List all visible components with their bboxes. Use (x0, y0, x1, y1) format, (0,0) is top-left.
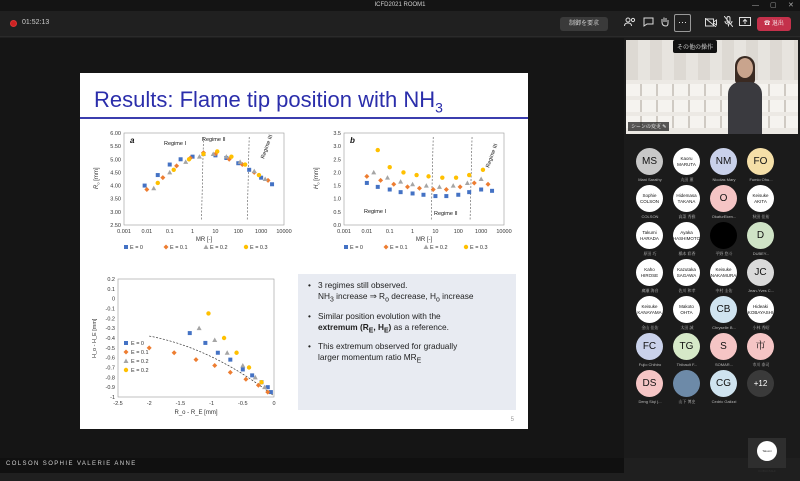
y-tick-label: 3.50 (110, 196, 121, 203)
x-tick-label: 1 (191, 229, 195, 235)
more-tooltip: その他の操作 (673, 40, 717, 53)
data-point (371, 170, 376, 175)
x-tick-label: 0.1 (385, 229, 394, 235)
bullet-2-tail: as a reference. (391, 321, 449, 332)
data-point (252, 169, 257, 174)
data-point (391, 182, 396, 187)
data-point (490, 189, 494, 193)
participant-avatar[interactable]: NM (710, 148, 737, 175)
data-point (263, 177, 268, 182)
data-point (179, 157, 183, 161)
data-point (194, 357, 199, 362)
self-video-tile[interactable] (748, 438, 786, 473)
y-tick-label: -1 (110, 395, 115, 401)
bullet-3 (306, 341, 510, 367)
mic-icon[interactable] (720, 16, 736, 32)
participant-name: DUBEY... (752, 251, 770, 256)
data-point (479, 188, 483, 192)
data-point (378, 178, 383, 183)
data-point (405, 184, 410, 189)
data-point (385, 175, 390, 180)
participant-avatar[interactable]: DS (636, 370, 663, 397)
legend-label: E = 0.1 (131, 350, 149, 356)
data-point (414, 173, 418, 177)
participant-name: 中村 圭佑 (715, 288, 733, 293)
data-point (156, 173, 160, 177)
legend-marker (384, 245, 389, 250)
participant-avatar[interactable]: D (747, 222, 774, 249)
slide-number: 5 (510, 417, 514, 423)
participant-avatar[interactable]: Kazutaka SAGAWA (673, 259, 700, 286)
data-point (247, 365, 251, 369)
participant-avatar[interactable]: Takumi HARADA (636, 222, 663, 249)
data-point (399, 190, 403, 194)
x-axis-label: MR [-] (195, 237, 213, 243)
bullet-1-tail: increase (439, 291, 474, 301)
title-rule (80, 117, 528, 119)
trend-curve (149, 336, 273, 395)
regime-label: Regime III (260, 134, 275, 160)
slide-title (94, 87, 443, 115)
y-axis-label: $R_o$ [mm] (94, 167, 101, 189)
data-point (444, 194, 448, 198)
data-point (243, 162, 247, 166)
data-point (458, 184, 463, 189)
participant-name: OkafurEken... (711, 214, 737, 219)
chart-a (90, 123, 295, 263)
data-point (410, 182, 415, 187)
participant-name: Fumio Ohu... (749, 177, 773, 182)
window-title: ICFD2021 ROOM1 (374, 2, 426, 8)
data-point (188, 331, 192, 335)
data-point (167, 170, 172, 175)
data-point (216, 351, 220, 355)
y-tick-label: 0.2 (107, 277, 115, 283)
bullet-1-sub: 3 (329, 296, 334, 304)
data-point (417, 186, 422, 191)
legend-marker (344, 245, 348, 249)
data-point (472, 180, 477, 185)
y-tick-label: -0.7 (105, 365, 115, 372)
y-tick-label: -0.6 (105, 355, 115, 362)
data-point (156, 181, 160, 185)
x-tick-label: 0.01 (141, 229, 153, 235)
y-tick-label: -0.9 (105, 385, 115, 392)
x-axis-label: R_o - R_E [mm] (174, 410, 218, 416)
leave-button[interactable] (757, 17, 791, 31)
data-point (433, 194, 437, 198)
data-point (228, 370, 233, 375)
chair-row (626, 84, 798, 96)
minimize-button[interactable]: — (752, 2, 759, 9)
y-tick-label: 6.00 (110, 131, 121, 137)
legend-label: E = 0.2 (131, 359, 149, 365)
phone-icon: ☎ (764, 21, 772, 27)
y-tick-label: 2.50 (110, 223, 121, 229)
data-point (240, 363, 245, 368)
legend-label: E = 0.3 (470, 245, 488, 251)
data-point (364, 174, 369, 179)
chart-c (90, 271, 290, 421)
y-tick-label: 2.0 (333, 170, 341, 177)
more-button[interactable]: ··· (674, 14, 691, 32)
title-bar (0, 0, 800, 11)
hand-icon[interactable] (657, 16, 673, 32)
data-point (168, 163, 172, 167)
legend-label: E = 0 (131, 341, 144, 347)
plot-frame (118, 279, 274, 397)
head (737, 58, 753, 78)
participant-name: COLSON (641, 214, 659, 219)
x-tick-label: 100 (453, 229, 463, 235)
legend-label: E = 0 (350, 245, 363, 251)
participant-name: 原田 巧 (643, 251, 657, 256)
regime-divider (247, 137, 249, 221)
bullet-2-line1: Similar position evolution with the (318, 310, 441, 321)
data-point (206, 311, 210, 315)
data-point (172, 350, 177, 355)
data-point (479, 177, 484, 182)
x-tick-label: 10 (212, 229, 219, 235)
y-axis-label: $H_o$ [mm] (314, 167, 321, 189)
legend-marker (124, 245, 128, 249)
panel-label: a (130, 136, 135, 145)
participant-avatar[interactable] (710, 222, 737, 249)
data-point (247, 168, 251, 172)
legend-marker (464, 245, 468, 249)
participant-avatar[interactable]: MS (636, 148, 663, 175)
data-point (467, 173, 471, 177)
participant-avatar[interactable]: Kaho HIROSE (636, 259, 663, 286)
data-point (225, 350, 230, 355)
y-tick-label: 0.1 (107, 286, 115, 293)
data-point (250, 373, 254, 377)
legend-label: E = 0.1 (170, 245, 188, 251)
panel-label: b (350, 136, 355, 145)
x-tick-label: 1000 (475, 229, 488, 235)
x-tick-label: 0.001 (337, 229, 351, 235)
bullet-1-line1: 3 regimes still observed. (318, 280, 408, 290)
participant-name: 廣瀬 海音 (641, 288, 659, 293)
legend-label: E = 0.1 (390, 245, 408, 251)
x-tick-label: -0.5 (238, 401, 248, 407)
slide-title-sub: 3 (435, 99, 443, 116)
bullet-3-line1: This extremum observed for gradually (318, 341, 458, 352)
participant-name: Mani Sarathy (638, 177, 662, 182)
x-tick-label: 10 (432, 229, 439, 235)
close-button[interactable]: ✕ (788, 2, 794, 9)
x-tick-label: 10000 (496, 229, 512, 235)
share-icon[interactable] (737, 16, 753, 32)
y-tick-label: 0.5 (333, 209, 341, 216)
participant-name: 秋田 佳祐 (752, 214, 770, 219)
participant-avatar[interactable]: Hideaki KOBAYASHI (747, 296, 774, 323)
participant-avatar[interactable]: FO (747, 148, 774, 175)
data-point (421, 193, 425, 197)
bullet-1-rsub: o (385, 296, 389, 304)
regime-label: Regime I (364, 209, 387, 215)
data-point (486, 182, 491, 187)
x-tick-label: 0.001 (117, 229, 131, 235)
x-tick-label: 0.01 (361, 229, 373, 235)
meeting-timer: 01:52:13 (22, 19, 50, 26)
participant-name: Fujio Chihiro (638, 362, 662, 367)
participant-avatar[interactable]: Sophie COLSON (636, 185, 663, 212)
data-point (451, 183, 456, 188)
data-point (437, 184, 442, 189)
x-tick-label: -2.5 (113, 401, 123, 407)
data-point (201, 152, 205, 156)
participant-name: 高菜 秀雅 (678, 214, 696, 219)
caption-bar (0, 458, 624, 473)
participant-avatar[interactable]: Ayaka HASHIMOTO (673, 222, 700, 249)
legend-label: E = 0.2 (131, 368, 149, 374)
y-tick-label: -0.1 (105, 306, 115, 313)
data-point (197, 326, 202, 331)
legend-marker (424, 245, 429, 250)
legend-marker (204, 245, 209, 250)
participant-avatar[interactable]: CB (710, 296, 737, 323)
data-point (243, 377, 248, 382)
data-point (465, 180, 470, 185)
data-point (440, 175, 444, 179)
participant-avatar[interactable]: TG (673, 333, 700, 360)
participant-name: Nicolas Mary (712, 177, 736, 182)
participant-name: Cedric Galizzi (711, 399, 737, 404)
participant-avatar[interactable]: 市 (747, 333, 774, 360)
participant-avatar[interactable]: Keisuke KANAYAMA (636, 296, 663, 323)
bullet-2-he: , H (373, 321, 384, 332)
data-point (411, 191, 415, 195)
recording-icon (10, 20, 17, 27)
legend-label: E = 0.3 (250, 245, 268, 251)
shared-screen (0, 38, 624, 458)
participant-name: 橋本 彩香 (678, 251, 696, 256)
people-icon[interactable] (622, 16, 638, 32)
data-point (215, 149, 219, 153)
participant-name: 佐川 和孝 (678, 288, 696, 293)
data-point (401, 170, 405, 174)
bullet-2-re: extremum (R (318, 321, 369, 332)
participant-name: 平野 悠斗 (715, 251, 733, 256)
self-avatar: Takumi KOBAYASHI (757, 441, 777, 461)
chat-icon[interactable] (640, 16, 656, 32)
bullet-box (298, 274, 516, 410)
y-tick-label: 1.0 (333, 196, 341, 203)
data-point (187, 157, 191, 161)
x-tick-label: 100 (233, 229, 243, 235)
data-point (234, 351, 238, 355)
participant-avatar[interactable]: JC (747, 259, 774, 286)
x-tick-label: -1.5 (175, 401, 186, 407)
data-point (467, 190, 471, 194)
participant-avatar[interactable]: S (710, 333, 737, 360)
regime-label: Regime II (434, 211, 458, 217)
maximize-button[interactable]: ▢ (770, 2, 777, 9)
y-tick-label: 1.5 (333, 183, 341, 190)
presenter-caption: COLSON SOPHIE VALERIE ANNE (6, 461, 137, 467)
x-tick-label: 1000 (255, 229, 268, 235)
data-point (426, 174, 430, 178)
bullet-1-nh: NH (318, 291, 330, 301)
bullet-1-r: increase ⇒ R (333, 291, 386, 301)
participant-avatar[interactable]: Keisuke NAKAMURA (710, 259, 737, 286)
legend-label: E = 0 (130, 245, 143, 251)
participant-name: Thibault F... (676, 362, 698, 367)
data-point (456, 193, 460, 197)
data-point (424, 183, 429, 188)
x-tick-label: 0 (272, 401, 276, 407)
y-tick-label: 0.0 (333, 223, 341, 229)
participant-avatar[interactable]: +12 (747, 370, 774, 397)
legend-label: E = 0.2 (210, 245, 228, 251)
x-axis-label: MR [-] (415, 237, 433, 243)
data-point (376, 185, 380, 189)
slide-title-text: Results: Flame tip position with NH (94, 87, 436, 112)
bullet-2-re-sub: E (368, 327, 374, 335)
data-point (197, 154, 202, 159)
y-tick-label: -0.3 (105, 326, 115, 333)
main-video-tile[interactable] (626, 40, 798, 134)
regime-divider (470, 137, 472, 221)
participant-name: SOMAR... (714, 362, 733, 367)
data-point (270, 182, 274, 186)
participant-avatar[interactable]: Kaoru MARUTA (673, 148, 700, 175)
bullet-1-hsub: o (435, 296, 440, 304)
bullet-2-close: ) (388, 321, 392, 332)
bullet-3-line2: larger momentum ratio MR (318, 352, 417, 363)
data-point (257, 173, 261, 177)
y-tick-label: 2.5 (333, 157, 341, 164)
data-point (151, 186, 156, 191)
data-point (241, 367, 245, 371)
data-point (144, 187, 149, 192)
x-tick-label: -1 (209, 401, 215, 407)
data-point (259, 380, 263, 384)
bullet-1-h: decrease, H (388, 291, 436, 301)
y-tick-label: -0.5 (105, 345, 115, 352)
chair-row (626, 100, 798, 112)
data-point (481, 168, 485, 172)
participant-name: 小林 秀昭 (752, 325, 770, 330)
y-tick-label: -0.4 (105, 336, 115, 342)
speaker-person (728, 58, 762, 134)
x-tick-label: 10000 (276, 229, 292, 235)
y-tick-label: 4.00 (110, 183, 121, 190)
meeting-toolbar (0, 11, 800, 37)
bullet-2 (306, 311, 510, 337)
data-point (143, 184, 147, 188)
regime-label: Regime I (164, 141, 187, 147)
participant-name: 太田 誠 (680, 325, 694, 330)
regime-label: Regime II (202, 137, 226, 143)
data-point (388, 188, 392, 192)
y-tick-label: 3.0 (333, 144, 341, 151)
data-point (172, 168, 176, 172)
y-axis-label: H_o - H_E [mm] (92, 318, 98, 358)
data-point (376, 148, 380, 152)
regime-label: Regime III (485, 143, 500, 169)
y-tick-label: -0.8 (105, 375, 115, 382)
x-tick-label: 1 (411, 229, 415, 235)
video-icon[interactable] (703, 16, 719, 32)
data-point (229, 154, 233, 158)
y-tick-label: 0 (111, 296, 115, 303)
participant-name: 山下 博史 (678, 399, 696, 404)
bullet-1 (306, 280, 510, 306)
legend-marker (124, 350, 129, 355)
y-tick-label: 5.50 (110, 144, 121, 151)
participant-name: Jean-Yves C... (747, 288, 774, 293)
data-point (431, 187, 436, 192)
legend-marker (124, 368, 128, 372)
participant-name: 金山 佳佑 (641, 325, 659, 330)
scene-change-label[interactable]: シーンの変更 ✎ (628, 122, 669, 131)
presentation-slide (80, 73, 528, 429)
data-point (212, 363, 217, 368)
y-tick-label: 5.00 (110, 157, 121, 164)
participant-name: Chryselle B... (712, 325, 736, 330)
chart-b (310, 123, 515, 263)
x-tick-label: 0.1 (165, 229, 174, 235)
data-point (398, 179, 403, 184)
participant-avatar[interactable]: O (710, 185, 737, 212)
y-tick-label: -0.2 (105, 316, 115, 323)
data-point (203, 341, 207, 345)
bullet-2-he-sub: E (383, 327, 389, 335)
participant-avatar[interactable]: CG (710, 370, 737, 397)
bullet-2-bold (318, 321, 392, 335)
legend-marker (124, 359, 129, 364)
y-tick-label: 3.5 (333, 131, 341, 137)
legend-marker (124, 341, 128, 345)
data-point (365, 181, 369, 185)
x-tick-label: -2 (146, 401, 152, 407)
data-point (454, 175, 458, 179)
participant-avatar[interactable]: FC (636, 333, 663, 360)
regime-divider (201, 137, 203, 221)
data-point (228, 358, 232, 362)
data-point (174, 163, 179, 168)
participant-avatar[interactable]: Hidemasa TAKANA (673, 185, 700, 212)
data-point (444, 187, 449, 192)
legend-marker (164, 245, 169, 250)
participant-name: Deng Siqi (... (638, 399, 662, 404)
data-point (160, 175, 165, 180)
participant-avatar[interactable] (673, 370, 700, 397)
regime-divider (431, 137, 433, 221)
participant-avatar[interactable]: Makoto OHTA (673, 296, 700, 323)
participant-avatar[interactable]: Keisuke AKITA (747, 185, 774, 212)
bullet-3-sub: E (416, 357, 422, 365)
data-point (388, 165, 392, 169)
legend-marker (244, 245, 248, 249)
body (728, 82, 762, 134)
leave-label: 退出 (771, 21, 784, 27)
legend-label: E = 0.2 (430, 245, 448, 251)
participant-name: 市川 泰司 (752, 362, 770, 367)
y-tick-label: 3.00 (110, 209, 121, 216)
data-point (212, 337, 217, 342)
request-control-button[interactable]: 制御を要求 (560, 17, 608, 31)
y-tick-label: 4.50 (110, 170, 121, 177)
data-point (222, 336, 226, 340)
participant-name: 丸田 薫 (680, 177, 694, 182)
